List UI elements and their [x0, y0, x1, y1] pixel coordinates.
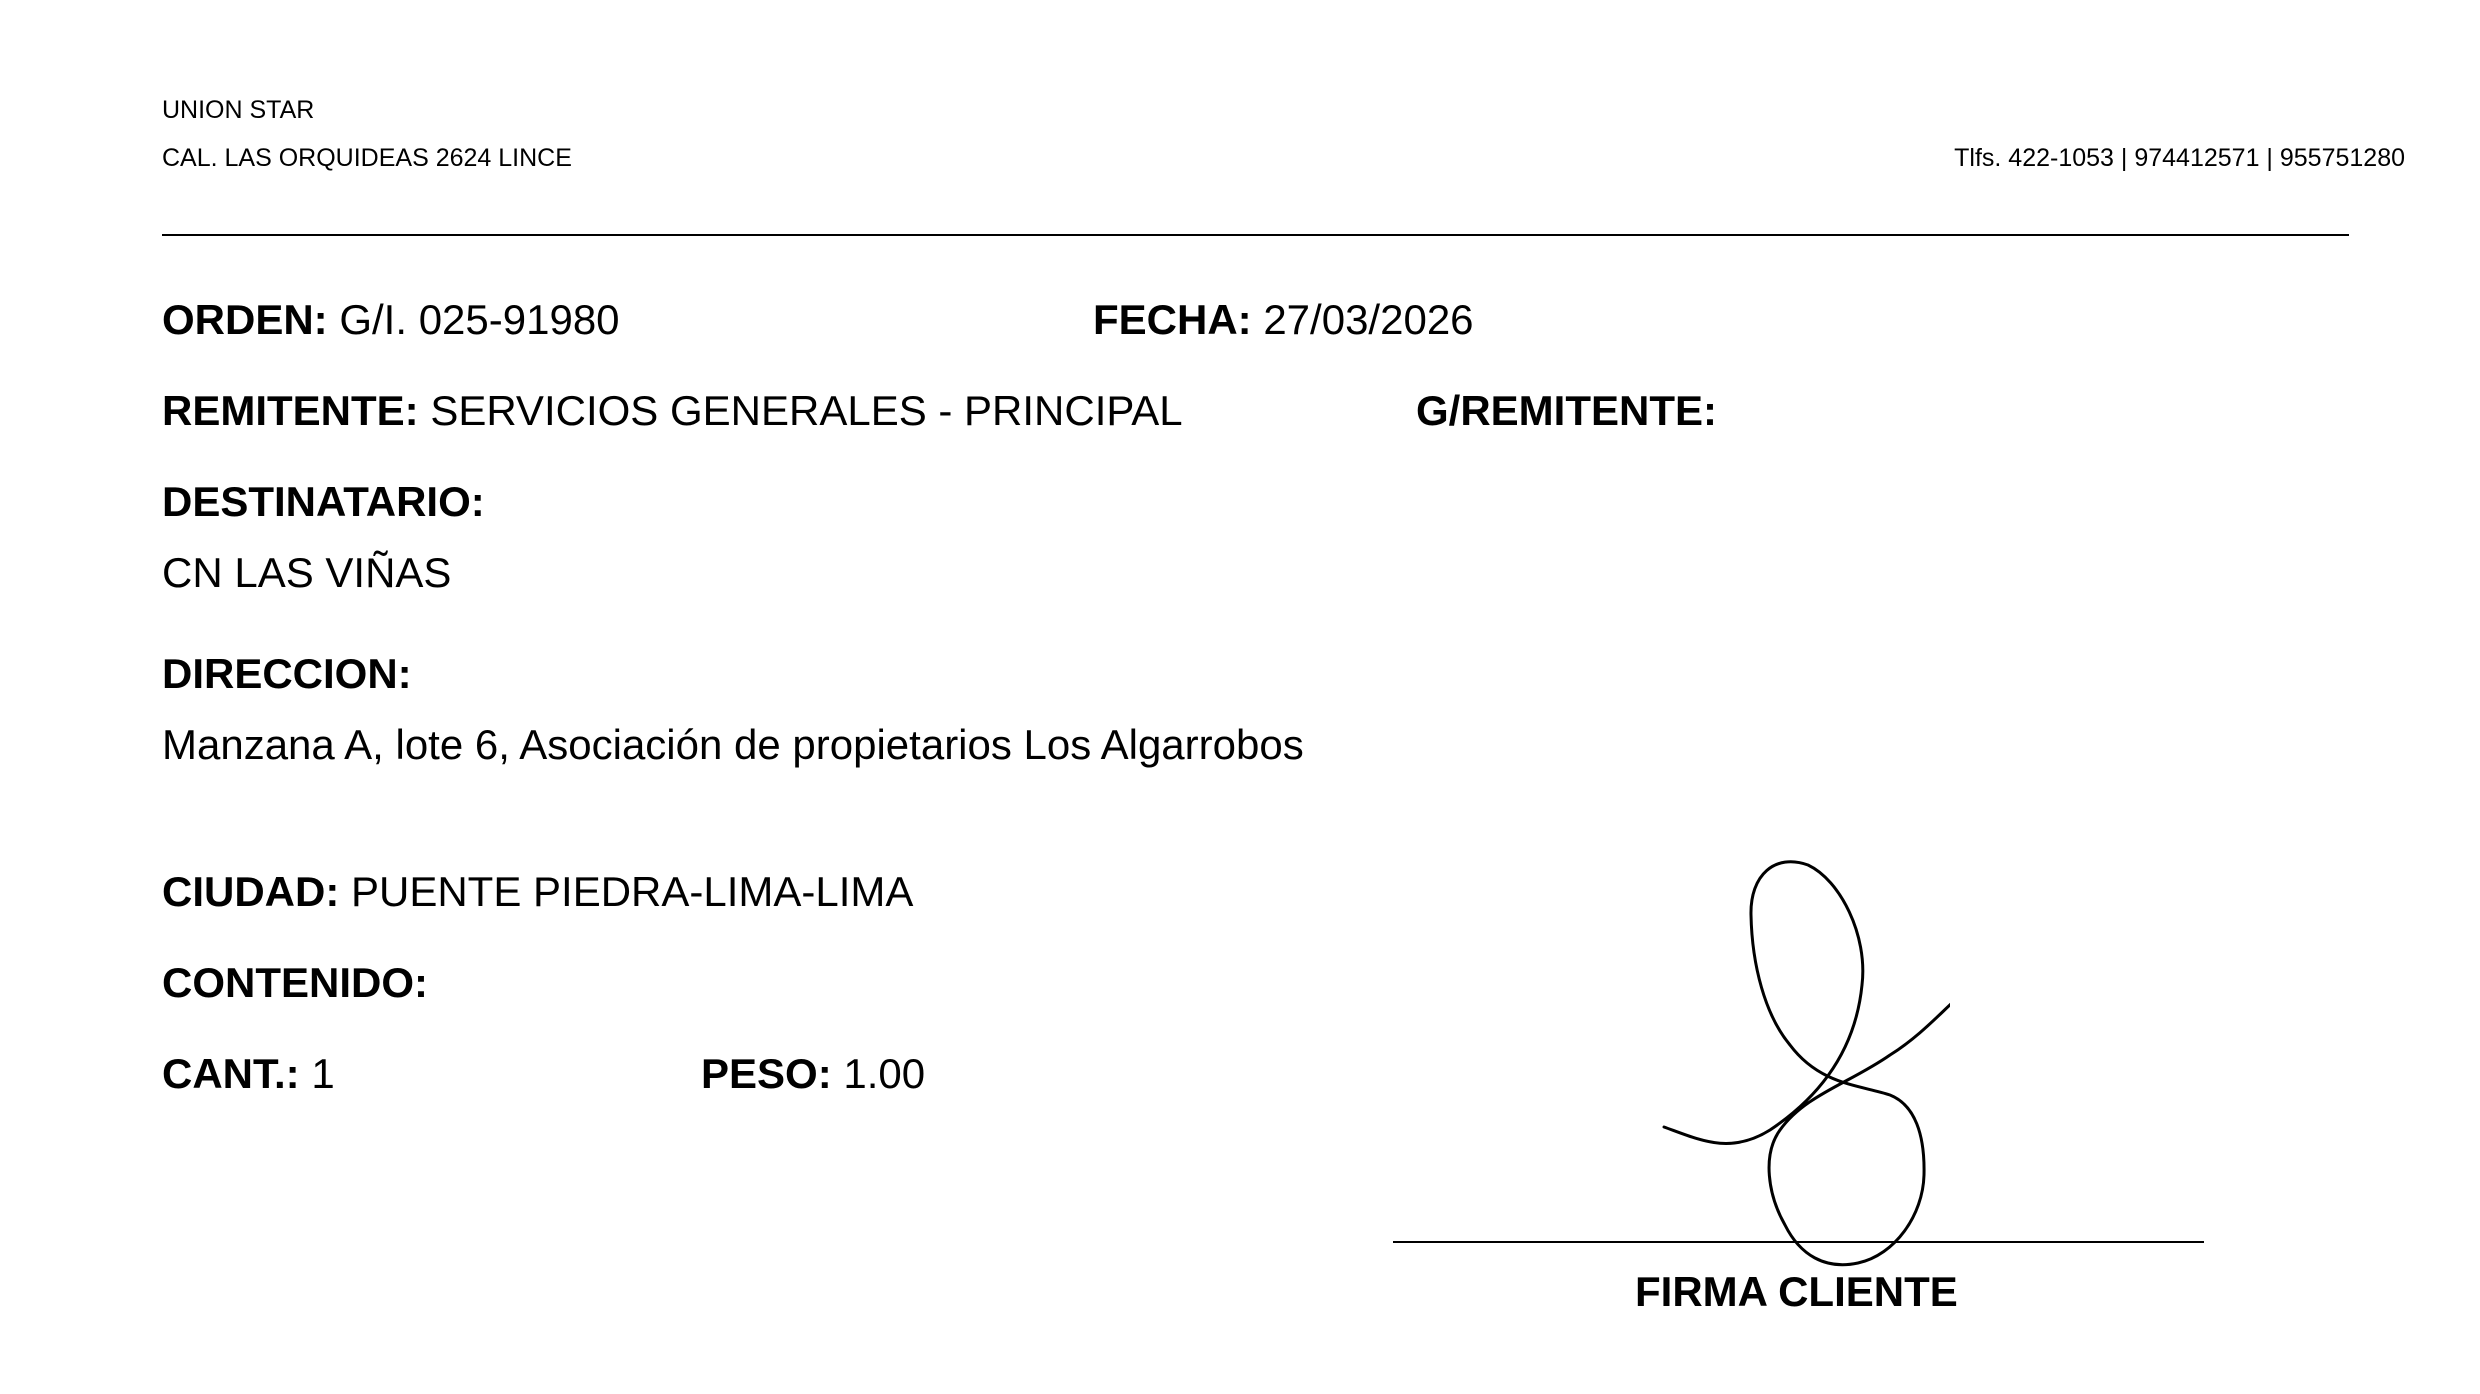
direccion-value: Manzana A, lote 6, Asociación de propietarios Los Algarrobos: [162, 721, 1304, 768]
fecha-field: [1093, 296, 1474, 344]
orden-field: [162, 296, 620, 344]
cantidad-value: 1: [311, 1050, 335, 1097]
remitente-value: SERVICIOS GENERALES - PRINCIPAL: [430, 387, 1183, 434]
signature-line: [1393, 1241, 2204, 1243]
ciudad-label: CIUDAD:: [162, 868, 340, 915]
ciudad-field: [162, 868, 913, 916]
remitente-field: [162, 387, 1183, 435]
peso-field: [701, 1050, 925, 1098]
company-name: UNION STAR: [162, 96, 315, 124]
peso-value: 1.00: [843, 1050, 926, 1097]
cantidad-field: [162, 1050, 335, 1098]
direccion-label: DIRECCION:: [162, 650, 412, 697]
peso-label: PESO:: [701, 1050, 832, 1097]
orden-label: ORDEN:: [162, 296, 328, 343]
destinatario-label: DESTINATARIO:: [162, 478, 485, 525]
fecha-value: 27/03/2026: [1263, 296, 1474, 343]
g-remitente-field: [1416, 387, 1717, 435]
company-phones: Tlfs. 422-1053 | 974412571 | 955751280: [1954, 144, 2405, 172]
header-divider: [162, 234, 2349, 236]
orden-value: G/I. 025-91980: [339, 296, 620, 343]
signature-scribble: [1640, 855, 1950, 1275]
signature-caption: FIRMA CLIENTE: [1635, 1268, 1958, 1315]
fecha-label: FECHA:: [1093, 296, 1252, 343]
g-remitente-label: G/REMITENTE:: [1416, 387, 1717, 434]
ciudad-value: PUENTE PIEDRA-LIMA-LIMA: [350, 868, 914, 915]
company-address: CAL. LAS ORQUIDEAS 2624 LINCE: [162, 144, 572, 172]
remitente-label: REMITENTE:: [162, 387, 419, 434]
contenido-field: [162, 959, 428, 1007]
contenido-label: CONTENIDO:: [162, 959, 428, 1006]
cantidad-label: CANT.:: [162, 1050, 300, 1097]
destinatario-value: CN LAS VIÑAS: [162, 549, 452, 596]
